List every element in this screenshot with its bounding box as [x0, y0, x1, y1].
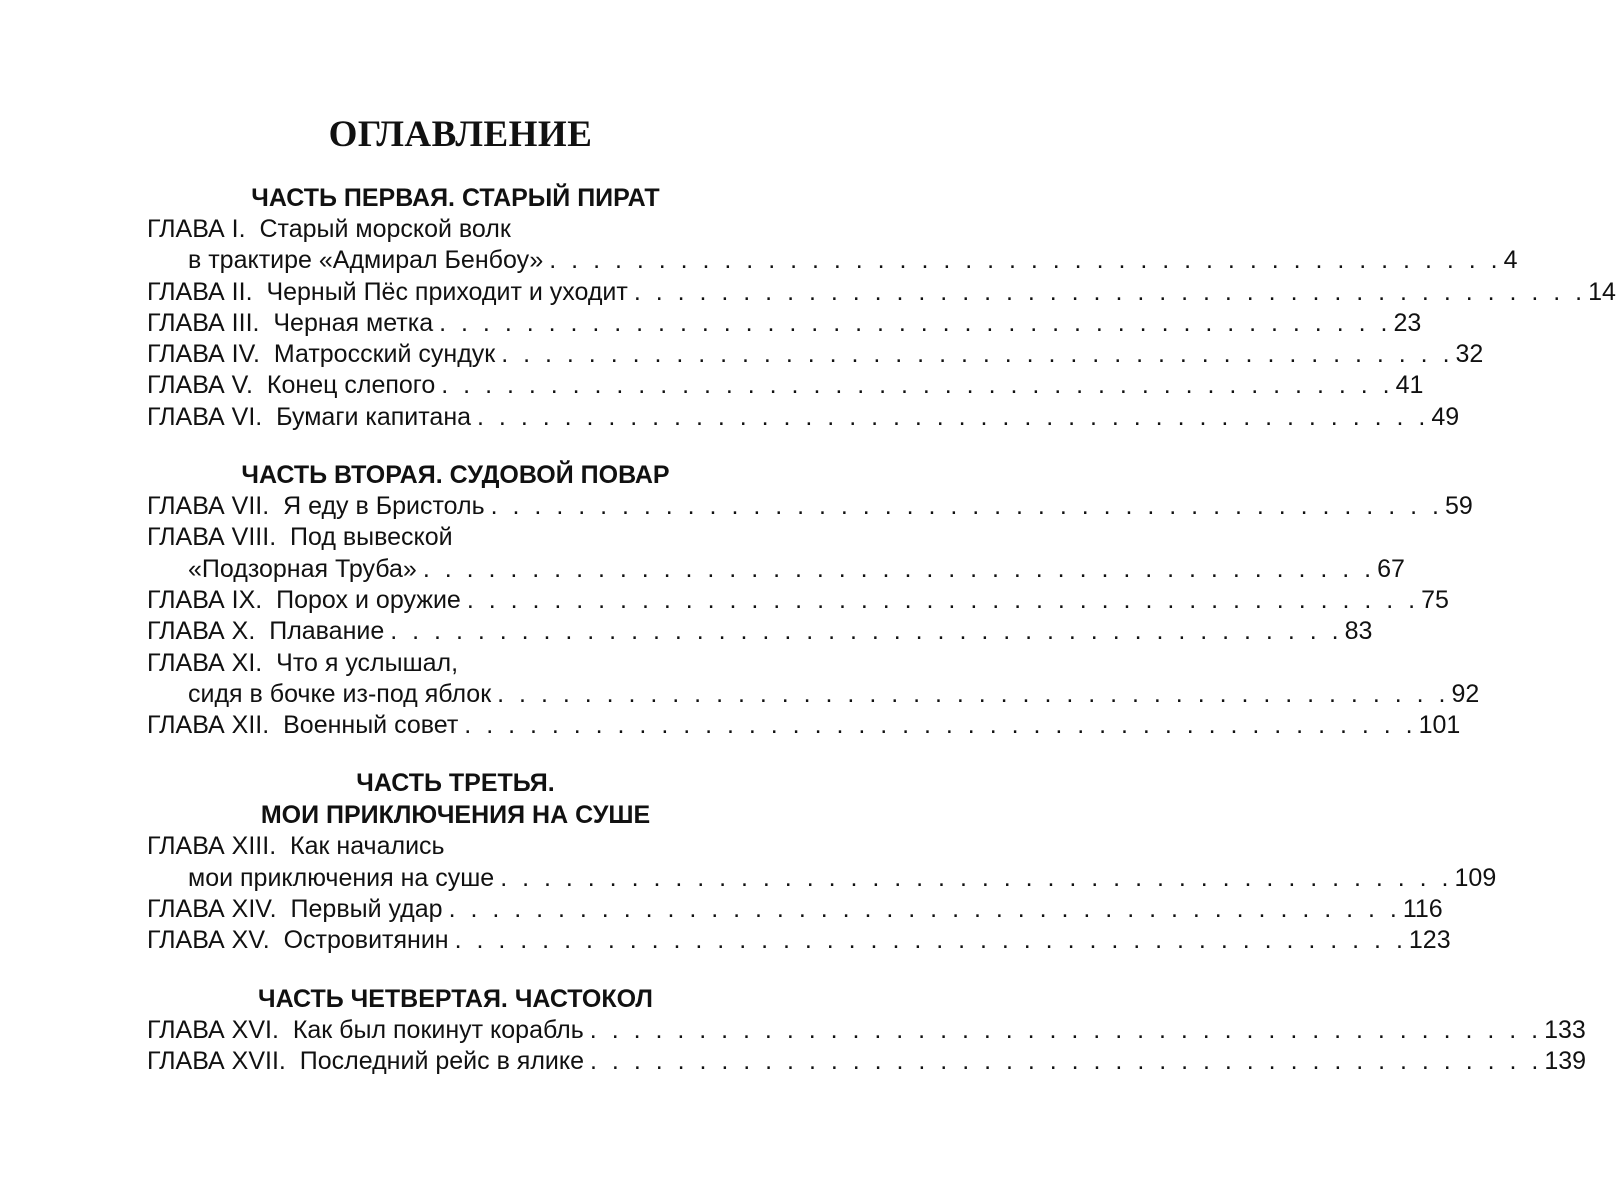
toc-part	[147, 767, 1497, 956]
chapter-number: ГЛАВА XVI.	[147, 1015, 279, 1044]
page-number: 133	[1544, 1015, 1586, 1044]
chapter-title: Военный совет	[283, 711, 459, 740]
chapter-number: ГЛАВА X.	[147, 617, 256, 646]
toc-entry	[147, 1015, 1586, 1046]
dot-leader: . . . . . . . . . . . . . . . . . . . . . . . . . . . . . . . . . . . . . . . . . . . .	[497, 679, 1450, 708]
spacer	[269, 491, 283, 522]
page-number: 4	[1503, 246, 1518, 275]
table-of-contents	[147, 112, 1616, 1077]
spacer	[276, 522, 290, 553]
spacer	[262, 402, 276, 433]
page-number: 59	[1444, 492, 1473, 521]
dot-leader: . . . . . . . . . . . . . . . . . . . . . . . . . . . . . . . . . . . . . . . . . . . .	[500, 863, 1453, 892]
spacer	[277, 894, 291, 925]
spacer	[255, 616, 269, 647]
chapter-title: Конец слепого	[266, 371, 436, 400]
page-number: 116	[1402, 895, 1443, 924]
chapter-number: ГЛАВА IV.	[147, 340, 260, 369]
chapter-number: ГЛАВА III.	[147, 308, 260, 337]
spacer	[260, 339, 274, 370]
part-heading-line: ЧАСТЬ ВТОРАЯ. СУДОВОЙ ПОВАР	[241, 461, 670, 490]
chapter-number: ГЛАВА IX.	[147, 585, 263, 614]
dot-leader: . . . . . . . . . . . . . . . . . . . . . . . . . . . . . . . . . . . . . . . . . . . .	[590, 1046, 1543, 1075]
spacer	[269, 710, 283, 741]
toc-part	[147, 182, 1616, 433]
spacer	[286, 1046, 300, 1077]
part-heading-line: ЧАСТЬ ПЕРВАЯ. СТАРЫЙ ПИРАТ	[251, 184, 660, 212]
spacer	[279, 1015, 293, 1046]
chapter-title: мои приключения на суше	[188, 863, 495, 892]
chapter-number: ГЛАВА VI.	[147, 402, 263, 431]
chapter-number: ГЛАВА XII.	[147, 711, 270, 740]
part-heading	[147, 459, 764, 491]
toc-entry	[147, 491, 1473, 522]
page-number: 101	[1418, 711, 1461, 740]
dot-leader: . . . . . . . . . . . . . . . . . . . . . . . . . . . . . . . . . . . . . . . . . . . .	[633, 277, 1587, 306]
page-number: 32	[1455, 340, 1484, 369]
chapter-title: Последний рейс в ялике	[299, 1046, 585, 1075]
dot-leader: . . . . . . . . . . . . . . . . . . . . . . . . . . . . . . . . . . . . . . . . . . . .	[441, 371, 1394, 400]
chapter-number: ГЛАВА I.	[147, 215, 246, 243]
part-heading	[147, 767, 764, 831]
spacer	[262, 648, 276, 679]
page-number: 41	[1395, 371, 1424, 400]
chapter-title: Плавание	[269, 617, 385, 646]
chapter-title: Матросский сундук	[273, 340, 496, 369]
chapter-title: Что я услышал,	[276, 648, 459, 677]
dot-leader: . . . . . . . . . . . . . . . . . . . . . . . . . . . . . . . . . . . . . . . . . . . .	[454, 926, 1407, 955]
chapter-title: Старый морской волк	[259, 215, 511, 243]
toc-part	[147, 983, 1587, 1078]
chapter-title: «Подзорная Труба»	[188, 554, 417, 583]
chapter-title: Первый удар	[290, 895, 443, 924]
toc-entry	[147, 894, 1443, 925]
page-number: 49	[1431, 402, 1460, 431]
toc-parts	[147, 182, 1616, 1077]
chapter-number: ГЛАВА XIV.	[147, 895, 277, 924]
chapter-number: ГЛАВА XI.	[147, 648, 263, 677]
dot-leader: . . . . . . . . . . . . . . . . . . . . . . . . . . . . . . . . . . . . . . . . . . . .	[448, 895, 1401, 924]
toc-entry	[147, 831, 764, 862]
chapter-title: Под вывеской	[290, 523, 453, 552]
chapter-number: ГЛАВА XIII.	[147, 832, 277, 861]
part-heading-line: ЧАСТЬ ТРЕТЬЯ.	[356, 769, 555, 798]
chapter-title: Черная метка	[273, 308, 434, 337]
toc-entry	[147, 522, 764, 553]
chapter-number: ГЛАВА XVII.	[147, 1046, 286, 1075]
toc-entry-continuation	[147, 245, 1518, 276]
chapter-title: в трактире «Адмирал Бенбоу»	[188, 246, 544, 275]
dot-leader: . . . . . . . . . . . . . . . . . . . . . . . . . . . . . . . . . . . . . . . . . . . .	[501, 340, 1454, 369]
toc-entry	[147, 585, 1449, 616]
chapter-number: ГЛАВА XV.	[147, 926, 270, 955]
spacer	[253, 277, 267, 308]
dot-leader: . . . . . . . . . . . . . . . . . . . . . . . . . . . . . . . . . . . . . . . . . . . .	[390, 617, 1343, 646]
page-number: 67	[1377, 554, 1405, 583]
chapter-title: сидя в бочке из-под яблок	[188, 679, 492, 708]
toc-entry-continuation	[147, 679, 1480, 710]
toc-part	[147, 459, 1480, 741]
page-number: 75	[1421, 585, 1449, 614]
spacer	[259, 308, 273, 339]
spacer	[270, 925, 284, 956]
part-heading-line: ЧАСТЬ ЧЕТВЕРТАЯ. ЧАСТОКОЛ	[258, 984, 653, 1013]
toc-entry	[147, 616, 1373, 647]
toc-entry	[147, 370, 1424, 401]
spacer	[253, 370, 267, 401]
dot-leader: . . . . . . . . . . . . . . . . . . . . . . . . . . . . . . . . . . . . . . . . . . . .	[549, 246, 1502, 275]
spacer	[262, 585, 276, 616]
chapter-number: ГЛАВА VII.	[147, 492, 270, 521]
toc-entry-continuation	[147, 863, 1497, 894]
chapter-title: Как начались	[290, 832, 445, 861]
page-number: 83	[1344, 617, 1373, 646]
page-title: ОГЛАВЛЕНИЕ	[328, 114, 593, 155]
page-number: 23	[1393, 308, 1422, 337]
page-number: 139	[1544, 1046, 1587, 1075]
page-number: 14	[1588, 277, 1616, 306]
toc-entry	[147, 925, 1451, 956]
chapter-title: Черный Пёс приходит и уходит	[266, 277, 628, 306]
page-number: 92	[1451, 679, 1480, 708]
toc-entry	[147, 1046, 1587, 1077]
toc-entry	[147, 214, 764, 245]
toc-entry	[147, 277, 1616, 308]
chapter-title: Я еду в Бристоль	[283, 492, 485, 521]
toc-entry	[147, 648, 764, 679]
spacer	[276, 831, 290, 862]
chapter-title: Бумаги капитана	[276, 402, 472, 431]
dot-leader: . . . . . . . . . . . . . . . . . . . . . . . . . . . . . . . . . . . . . . . . . . . .	[466, 585, 1420, 614]
toc-entry	[147, 710, 1461, 741]
chapter-number: ГЛАВА VIII.	[147, 523, 277, 552]
dot-leader: . . . . . . . . . . . . . . . . . . . . . . . . . . . . . . . . . . . . . . . . . . . .	[490, 492, 1443, 521]
part-heading	[147, 983, 764, 1015]
chapter-number: ГЛАВА II.	[147, 277, 253, 306]
part-heading-line: МОИ ПРИКЛЮЧЕНИЯ НА СУШЕ	[260, 801, 651, 830]
dot-leader: . . . . . . . . . . . . . . . . . . . . . . . . . . . . . . . . . . . . . . . . . . . .	[477, 402, 1430, 431]
chapter-number: ГЛАВА V.	[147, 371, 254, 400]
page-number: 109	[1454, 863, 1497, 892]
chapter-title: Как был покинут корабль	[292, 1015, 584, 1044]
page-number: 123	[1408, 926, 1451, 955]
chapter-title: Островитянин	[283, 926, 449, 955]
toc-entry-continuation	[147, 554, 1405, 585]
toc-entry	[147, 308, 1422, 339]
toc-entry	[147, 402, 1460, 433]
chapter-title: Порох и оружие	[276, 585, 461, 614]
dot-leader: . . . . . . . . . . . . . . . . . . . . . . . . . . . . . . . . . . . . . . . . . . . .	[439, 308, 1392, 337]
part-heading	[147, 182, 764, 214]
dot-leader: . . . . . . . . . . . . . . . . . . . . . . . . . . . . . . . . . . . . . . . . . . . .	[589, 1015, 1543, 1044]
spacer	[246, 214, 260, 245]
toc-entry	[147, 339, 1484, 370]
dot-leader: . . . . . . . . . . . . . . . . . . . . . . . . . . . . . . . . . . . . . . . . . . . .	[464, 711, 1417, 740]
dot-leader: . . . . . . . . . . . . . . . . . . . . . . . . . . . . . . . . . . . . . . . . . . . .	[422, 554, 1376, 583]
